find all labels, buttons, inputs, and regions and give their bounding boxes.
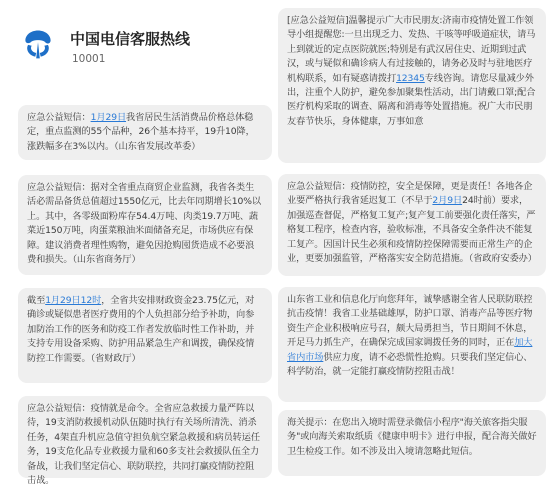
message-text: 应急公益短信： bbox=[27, 112, 91, 123]
contact-header bbox=[20, 20, 270, 80]
message-text: 应急公益短信：据对全省重点商贸企业监测，我省各类生活必需品备货总值超过1550亿元，比去年同期增长10%以上。其中，各零级面粉库存54.4万吨、肉类19.7万吨、蔬菜近150万吨，肉蛋菜粮油米面储备充足，市场供应有保障。建议消费者理性购物，避免因抢购囤货造成不必要浪费和损失。（山东省商务厅） bbox=[27, 182, 261, 266]
message-bubble bbox=[18, 105, 272, 160]
message-text: 24时前）要求，加强巡查督促，严格复工复产;复产复工前要强化责任落实，严格复工程序，检查内容，验收标准，不具备安全条件决不能复工复产。因国计民生必须和疫情防控保障需要而正常生产的企业，更要加强监管，严格落实安全防范措施。（省政府安委办） bbox=[287, 195, 537, 265]
message-bubble bbox=[278, 410, 546, 476]
message-text: ，全省共安排财政资金23.75亿元，对确诊或疑似患者医疗费用的个人负担部分给予补助，向参加防治工作的医务和防疫工作者发放临时性工作补助，并支持专用设备采购、防护用品紧急生产和调拨，确保疫情防控工作需要。（省财政厅） bbox=[27, 295, 255, 364]
phone-link[interactable]: 12345 bbox=[396, 72, 425, 84]
china-telecom-logo-icon bbox=[20, 26, 56, 62]
message-text: 应急公益短信：疫情就是命令。全省应急救援力量严阵以待，19支消防救援机动队伍随时执行有关场所清洗、消杀任务，4架直升机应急值守担负航空紧急救援和病员转运任务，19支危化品专业救援力量和60多支社会救援队伍全力备战，让我们坚定信心、联防联控，共同打赢疫情防控阻击战。 bbox=[27, 403, 260, 487]
date-link[interactable]: 2月9日 bbox=[432, 195, 463, 207]
date-link[interactable]: 1月29日 bbox=[90, 112, 127, 123]
message-text: 山东省工业和信息化厅向您拜年，诚挚感谢全省人民联防联控抗击疫情！我省工业基础雄厚，防护口罩、消毒产品等医疗物资生产企业积极响应号召，颇大局勇担当，节日期间不休息，开足马力抓生产，在确保完成国家调拨任务的同时，正在 bbox=[287, 294, 533, 349]
message-bubble bbox=[278, 8, 546, 163]
date-link[interactable]: 1月29日12时 bbox=[45, 295, 102, 306]
message-bubble bbox=[18, 396, 272, 487]
message-text: [应急公益短信]温馨提示广大市民朋友:济南市疫情处置工作领导小组提醒您:一旦出现乏力、发热、干咳等呼吸道症状，请马上到就近的定点医院就医;特别是有武汉居住史、近期到过武汉，或与疑似和确诊病人有过接触的，请务必及时与驻地医疗机构联系，如有疑惑请拨打 bbox=[287, 15, 536, 84]
contact-name: 中国电信客服热线 bbox=[70, 30, 191, 48]
message-text: 供应力度，请不必恐慌性抢购。只要我们坚定信心、科学防治，就一定能打赢疫情防控阻击战！ bbox=[287, 351, 533, 378]
message-bubble bbox=[278, 287, 546, 402]
message-text: 应急公益短信：疫情防控，安全是保障，更是责任！各地各企业要严格执行我省延迟复工（不早于 bbox=[287, 181, 533, 207]
contact-number: 10001 bbox=[72, 53, 106, 65]
right-screenshot bbox=[278, 0, 550, 493]
left-screenshot bbox=[0, 0, 272, 493]
message-text: 我省居民生活消费品价格总体稳定，重点监测的55个品种，26个基本持平，19升10降，涨跌幅多在3%以内。（山东省发展改革委） bbox=[27, 112, 255, 152]
message-text: 专线咨询。请您尽量减少外出，注重个人防护，避免参加聚集性活动，出门请戴口罩;配合医疗机构采取的调查、隔离和消毒等处置措施。祝广大市民朋友春节快乐，身体健康，万事如意 bbox=[287, 72, 536, 127]
message-text: 截至 bbox=[27, 295, 46, 306]
message-bubble bbox=[278, 174, 546, 276]
message-text: 海关提示：在您出入境时需登录微信小程序"海关旅客指尖服务"或向海关索取纸质《健康申明卡》进行申报，配合海关做好卫生检疫工作。如不涉及出入境请忽略此短信。 bbox=[287, 417, 537, 457]
message-bubble bbox=[18, 288, 272, 383]
message-bubble bbox=[18, 175, 272, 275]
inline-link[interactable]: 加大省内市场 bbox=[287, 337, 533, 363]
